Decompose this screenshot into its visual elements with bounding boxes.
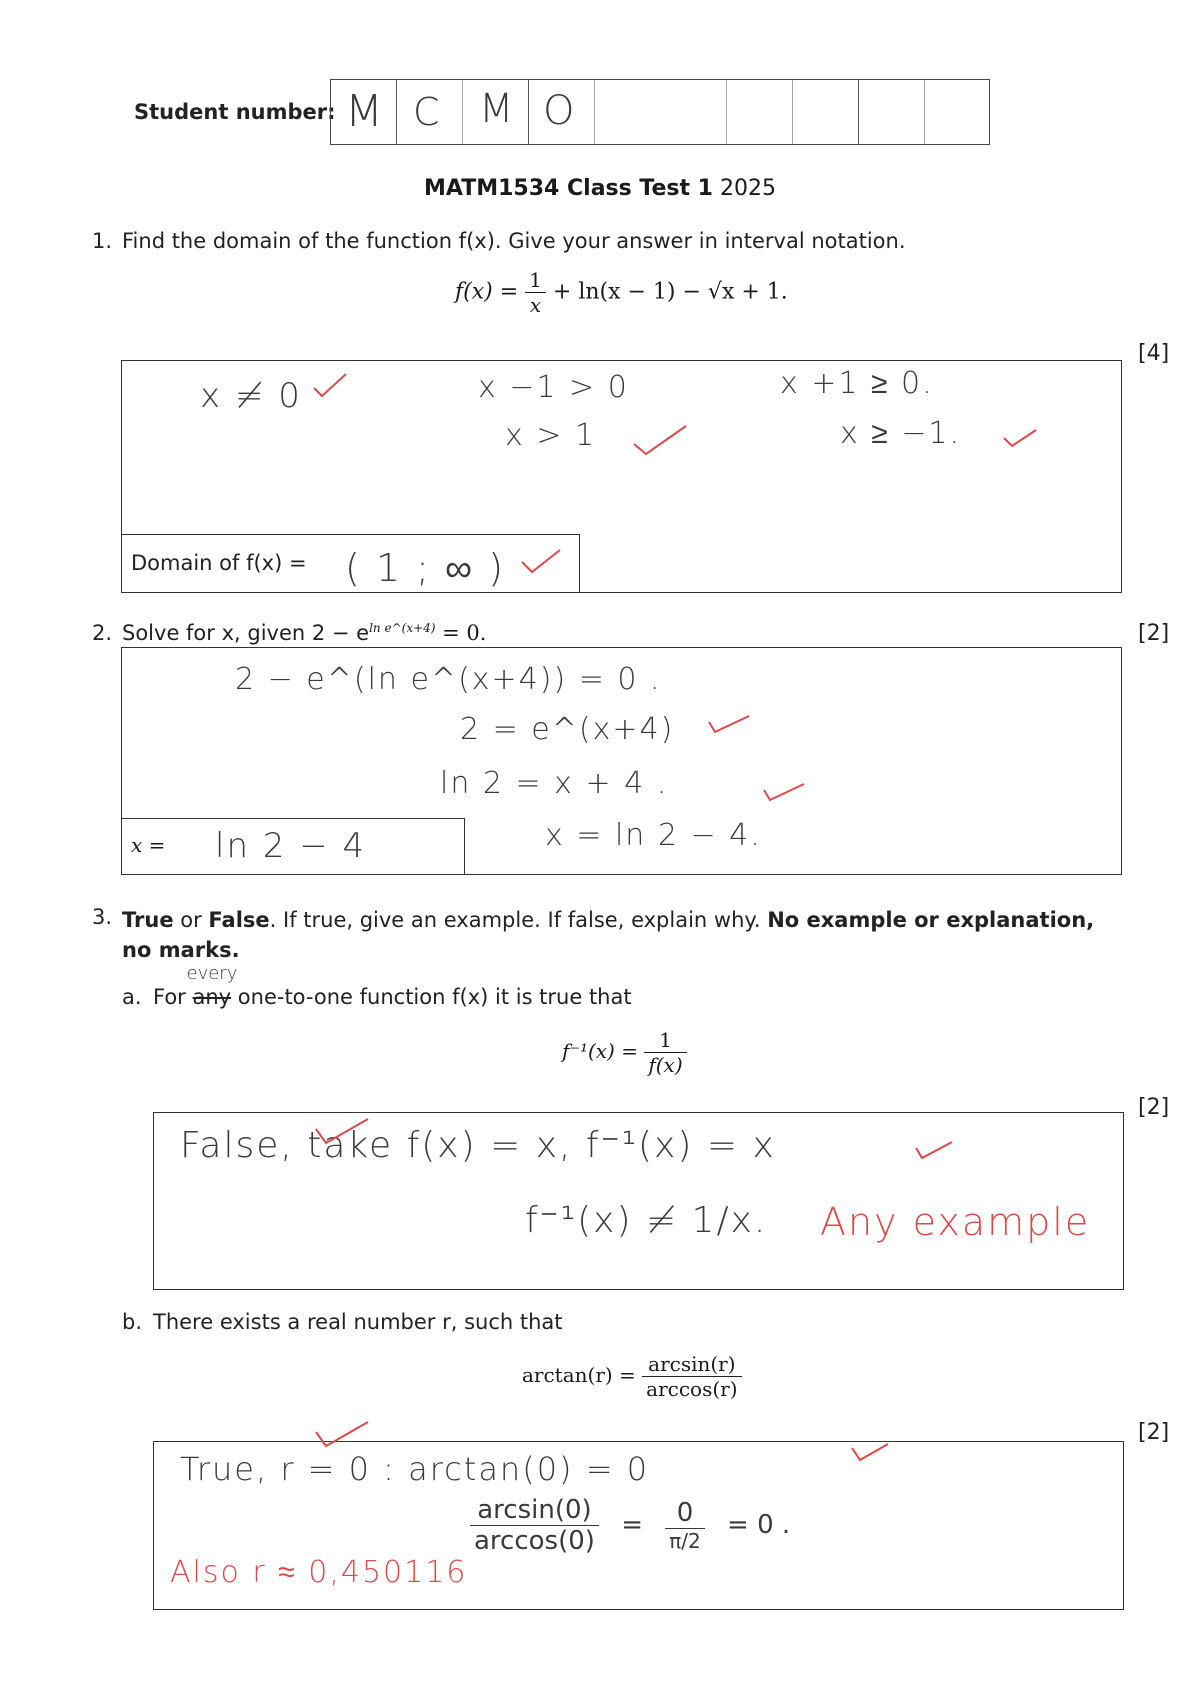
student-number-char: M [479, 86, 516, 132]
q3b-marks: [2] [1138, 1420, 1170, 1445]
q1-text: Find the domain of the function f(x). Give your answer in interval notation. [122, 229, 906, 253]
q1-fraction-numerator: 1 [525, 268, 546, 293]
q1-work-line: x +1 ≥ 0. [780, 366, 934, 401]
q2-number: 2. [92, 621, 113, 645]
q1-formula-rest: + ln(x − 1) − √x + 1. [552, 279, 788, 305]
q3b-answer-fraction [470, 1495, 599, 1556]
q1-formula-fraction [525, 268, 546, 317]
student-number-grid [330, 79, 990, 145]
q3b-answer-line: True, r = 0 : arctan(0) = 0 [180, 1450, 650, 1488]
q3a-fraction-denominator: f(x) [648, 1053, 683, 1077]
q2-work-line: ln 2 = x + 4 . [440, 766, 669, 801]
q3a-text [153, 963, 632, 1009]
q3b-answer-numerator-2: 0 [665, 1498, 705, 1529]
q3a-marks: [2] [1138, 1095, 1170, 1120]
q3b-fraction-numerator: arcsin(r) [642, 1352, 741, 1377]
q1-marks: [4] [1138, 341, 1170, 366]
q3a-formula [562, 1028, 687, 1077]
q3b-fraction-denominator: arccos(r) [646, 1377, 738, 1401]
q3-number: 3. [92, 905, 113, 929]
grader-tick-icon [705, 712, 753, 736]
q2-text-suffix: = 0. [442, 621, 487, 645]
q3b-formula [522, 1352, 742, 1401]
grader-tick-icon [630, 422, 690, 458]
q2-marks: [2] [1138, 621, 1170, 646]
q2-work-line: 2 − e^(ln e^(x+4)) = 0 . [235, 662, 662, 697]
q1-answer-label: Domain of f(x) = [131, 551, 307, 575]
q2-answer-label: x = [131, 833, 166, 857]
q2-text-exponent: ln e^(x+4) [369, 621, 436, 635]
q3b-answer-denominator-2: π/2 [669, 1529, 701, 1553]
q1-final-answer: ( 1 ; ∞ ) [345, 546, 506, 590]
q3b-answer-denominator: arccos(0) [474, 1526, 595, 1556]
q3a-answer-line: f⁻¹(x) ≠ 1/x. [525, 1200, 768, 1241]
q3a-label: a. [122, 985, 142, 1009]
q3a-formula-lhs: f⁻¹(x) = [562, 1039, 638, 1063]
q3a-grader-note: Any example [820, 1200, 1091, 1244]
q2-work-line: x = ln 2 − 4. [545, 818, 762, 853]
q3b-label: b. [122, 1310, 143, 1334]
q3a-inserted-word: every [186, 963, 238, 984]
q3b-answer-fraction-2 [665, 1498, 705, 1553]
grader-tick-icon [312, 1418, 372, 1454]
q3b-grader-note: Also r ≈ 0,450116 [170, 1555, 468, 1590]
q2-work-line: 2 = e^(x+4) [460, 712, 675, 747]
q3a-fraction-numerator: 1 [644, 1028, 686, 1053]
q2-text [122, 621, 486, 645]
test-title [0, 176, 1200, 201]
q3-true-word: True [122, 908, 174, 932]
q3b-answer-end: = 0 . [727, 1510, 791, 1540]
q3a-answer-line: False, take f(x) = x, f⁻¹(x) = x [180, 1125, 776, 1166]
q3b-formula-lhs: arctan(r) = [522, 1363, 636, 1387]
student-number-char: C [413, 90, 442, 134]
q2-text-prefix: Solve for x, given 2 − e [122, 621, 370, 645]
q1-fraction-denominator: x [529, 293, 542, 317]
q1-work-line: x > 1 [505, 418, 597, 453]
q3b-formula-fraction [642, 1352, 741, 1401]
q3a-struck-word: any [192, 985, 232, 1009]
q3-instructions [122, 905, 1122, 965]
q1-formula-lhs: f(x) = [455, 279, 519, 305]
q1-work-line: x ≠ 0 [200, 376, 302, 416]
student-number-char: M [345, 86, 385, 137]
q1-work-line: x −1 > 0 [478, 370, 629, 405]
grader-tick-icon [848, 1440, 892, 1464]
q3a-formula-fraction [644, 1028, 686, 1077]
q3b-text: There exists a real number r, such that [153, 1310, 563, 1334]
q3-warning: No example or explanation, no marks. [122, 908, 1095, 962]
grader-tick-icon [1000, 426, 1040, 450]
grader-tick-icon [518, 546, 564, 576]
test-title-main: MATM1534 Class Test 1 [424, 176, 713, 201]
q3a-text-suffix: one-to-one function f(x) it is true that [237, 985, 632, 1009]
grader-tick-icon [312, 1115, 372, 1151]
q1-work-line: x ≥ −1. [840, 416, 962, 451]
q3-instructions-text: . If true, give an example. If false, explain why. [269, 908, 761, 932]
q3a-text-prefix: For [153, 985, 186, 1009]
test-title-year: 2025 [719, 176, 776, 201]
q2-final-answer: ln 2 − 4 [215, 826, 367, 866]
q3b-answer-work [470, 1495, 790, 1556]
student-number-label: Student number: [134, 100, 336, 124]
q3-or-word: or [173, 908, 209, 932]
q1-formula [455, 268, 788, 317]
q3-false-word: False [208, 908, 270, 932]
q1-number: 1. [92, 229, 113, 253]
grader-tick-icon [310, 370, 350, 400]
grader-tick-icon [760, 780, 808, 804]
grader-tick-icon [912, 1138, 956, 1162]
q3b-answer-equals: = [621, 1510, 643, 1540]
q3b-answer-numerator: arcsin(0) [470, 1495, 599, 1526]
student-number-char: O [543, 88, 577, 134]
